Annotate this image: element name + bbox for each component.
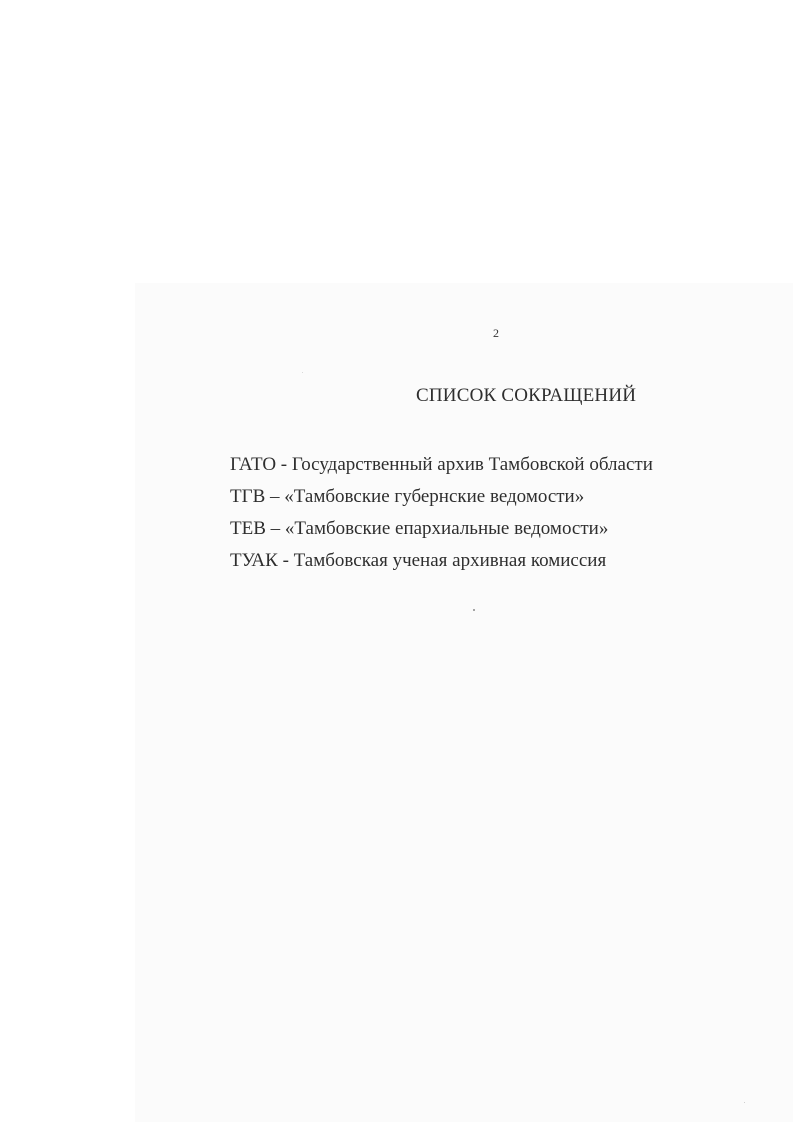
abbreviation-dash: - xyxy=(280,454,288,475)
list-item xyxy=(230,451,750,479)
abbreviation-definition: «Тамбовские епархиальные ведомости» xyxy=(284,518,609,539)
abbreviation-definition: «Тамбовские губернские ведомости» xyxy=(284,486,585,507)
abbreviation-term: ТГВ xyxy=(230,486,266,507)
abbreviation-definition: Тамбовская ученая архивная комиссия xyxy=(293,550,607,571)
scan-speck xyxy=(302,372,303,373)
page-number: 2 xyxy=(493,326,499,340)
abbreviation-dash: - xyxy=(282,550,289,571)
page-title: СПИСОК СОКРАЩЕНИЙ xyxy=(416,385,637,406)
abbreviation-definition: Государственный архив Тамбовской области xyxy=(291,454,653,475)
abbreviation-list xyxy=(230,451,750,579)
abbreviation-term: ГАТО xyxy=(230,454,277,475)
abbreviation-term: ТЕВ xyxy=(230,518,266,539)
list-item xyxy=(230,483,750,511)
list-item xyxy=(230,515,750,543)
scan-speck xyxy=(744,1102,745,1103)
scanned-page-area xyxy=(135,283,793,1122)
abbreviation-dash: – xyxy=(270,518,281,539)
abbreviation-term: ТУАК xyxy=(230,550,278,571)
abbreviation-dash: – xyxy=(270,486,280,507)
list-item xyxy=(230,547,750,575)
scan-speck xyxy=(473,609,475,611)
